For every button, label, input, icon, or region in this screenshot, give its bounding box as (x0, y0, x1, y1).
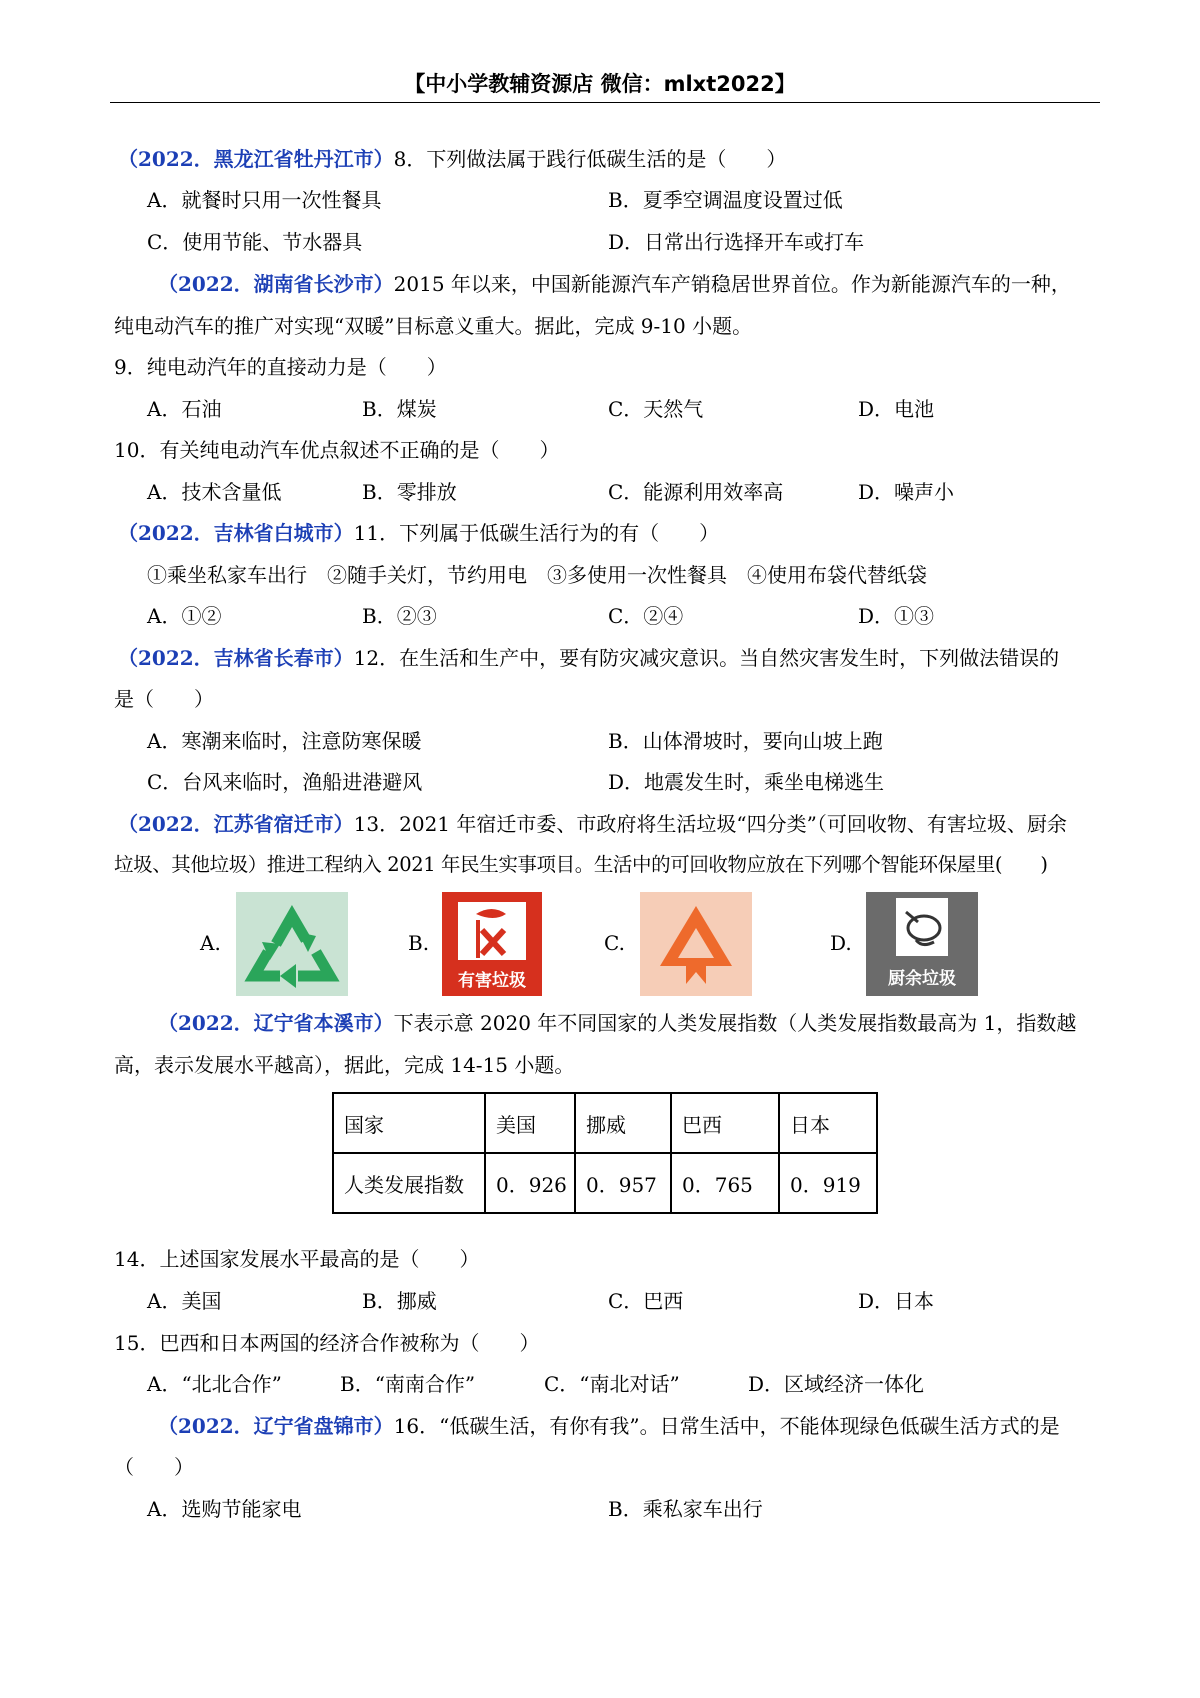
q8-option-b: B．夏季空调温度设置过低 (608, 188, 843, 212)
table-cell: 0．926 (485, 1153, 575, 1213)
q16-stem-cont: （ ） (114, 1455, 194, 1479)
p1415-source: （2022．辽宁省本溪市） (158, 1011, 394, 1035)
q16-source: （2022．辽宁省盘锦市） (158, 1414, 394, 1438)
q10-option-a: A．技术含量低 (147, 480, 282, 504)
q10-option-d: D．噪声小 (858, 480, 955, 504)
q15-option-b: B．“南南合作” (340, 1372, 476, 1396)
hdi-table (332, 1092, 878, 1214)
q11-option-c: C．②④ (608, 604, 684, 628)
q13-stem: 13．2021 年宿迁市委、市政府将生活垃圾“四分类”（可回收物、有害垃圾、厨余 (353, 812, 1067, 836)
q9-option-c: C．天然气 (608, 397, 704, 421)
hazardous-waste-caption: 有害垃圾 (458, 971, 526, 991)
q9-stem: 9．纯电动汽年的直接动力是（ ） (114, 355, 447, 379)
q11-option-d: D．①③ (858, 604, 935, 628)
recycle-icon (236, 892, 348, 996)
q14-option-a: A．美国 (147, 1289, 222, 1313)
q10-option-c: C．能源利用效率高 (608, 480, 784, 504)
q12-source: （2022．吉林省长春市） (118, 646, 354, 670)
q11-option-b: B．②③ (362, 604, 437, 628)
header-divider (110, 102, 1100, 103)
q13-stem-cont: 垃圾、其他垃圾）推进工程纳入 2021 年民生实事项目。生活中的可回收物应放在下列哪个智能环保屋里( ) (114, 853, 1048, 876)
table-header-cell: 美国 (485, 1093, 575, 1153)
passage-14-15-line1 (158, 1009, 1076, 1037)
q13-option-d-label: D. (830, 931, 852, 955)
q11-source: （2022．吉林省白城市） (118, 521, 354, 545)
q16-option-b: B．乘私家车出行 (608, 1497, 763, 1521)
table-cell: 0．919 (779, 1153, 877, 1213)
question-16-line (158, 1412, 1060, 1440)
q15-option-a: A．“北北合作” (147, 1372, 282, 1396)
q8-option-a: A．就餐时只用一次性餐具 (147, 188, 382, 212)
table-cell: 0．957 (575, 1153, 671, 1213)
question-8-line (118, 145, 786, 173)
q12-option-d: D．地震发生时，乘坐电梯逃生 (608, 770, 885, 794)
q12-stem-cont: 是（ ） (114, 687, 214, 711)
q9-option-d: D．电池 (858, 397, 935, 421)
q13-option-c-label: C. (604, 931, 625, 955)
q10-option-b: B．零排放 (362, 480, 457, 504)
q16-option-a: A．选购节能家电 (147, 1497, 302, 1521)
q15-option-c: C．“南北对话” (544, 1372, 680, 1396)
table-header-cell: 巴西 (671, 1093, 779, 1153)
q14-option-c: C．巴西 (608, 1289, 684, 1313)
question-12-line (118, 644, 1059, 672)
table-cell: 0．765 (671, 1153, 779, 1213)
q14-stem: 14．上述国家发展水平最高的是（ ） (114, 1247, 480, 1271)
table-header-cell: 日本 (779, 1093, 877, 1153)
p1415-text1: 下表示意 2020 年不同国家的人类发展指数（人类发展指数最高为 1，指数越 (393, 1011, 1077, 1035)
q11-stem: 11．下列属于低碳生活行为的有（ ） (353, 521, 720, 545)
question-11-line (118, 519, 719, 547)
hazardous-waste-icon (442, 892, 542, 996)
table-header-cell: 国家 (333, 1093, 485, 1153)
q14-option-b: B．挪威 (362, 1289, 437, 1313)
q8-stem: 8．下列做法属于践行低碳生活的是（ ） (393, 147, 787, 171)
q8-source: （2022．黑龙江省牡丹江市） (118, 147, 394, 171)
kitchen-waste-icon (866, 892, 978, 996)
q12-option-a: A．寒潮来临时，注意防寒保暖 (147, 729, 422, 753)
page-header: 【中小学教辅资源店 微信：mlxt2022】 (404, 72, 796, 96)
passage-9-10-line1 (158, 270, 1071, 298)
q12-option-b: B．山体滑坡时，要向山坡上跑 (608, 729, 883, 753)
p910-source: （2022．湖南省长沙市） (158, 272, 394, 296)
q14-option-d: D．日本 (858, 1289, 935, 1313)
table-row (333, 1153, 877, 1213)
q9-option-b: B．煤炭 (362, 397, 437, 421)
table-cell: 人类发展指数 (333, 1153, 485, 1213)
q9-option-a: A．石油 (147, 397, 222, 421)
q13-option-b-label: B. (408, 931, 430, 955)
q12-option-c: C．台风来临时，渔船进港避风 (147, 770, 423, 794)
q8-option-c: C．使用节能、节水器具 (147, 230, 363, 254)
q11-items: ①乘坐私家车出行 ②随手关灯，节约用电 ③多使用一次性餐具 ④使用布袋代替纸袋 (147, 563, 927, 587)
table-row (333, 1093, 877, 1153)
q11-option-a: A．①② (147, 604, 222, 628)
q13-source: （2022．江苏省宿迁市） (118, 812, 354, 836)
other-waste-arrow-icon (640, 892, 752, 996)
q15-option-d: D．区域经济一体化 (748, 1372, 925, 1396)
q10-stem: 10．有关纯电动汽车优点叙述不正确的是（ ） (114, 438, 560, 462)
kitchen-waste-caption: 厨余垃圾 (888, 969, 956, 989)
q15-stem: 15．巴西和日本两国的经济合作被称为（ ） (114, 1331, 540, 1355)
q12-stem: 12．在生活和生产中，要有防灾减灾意识。当自然灾害发生时，下列做法错误的 (353, 646, 1060, 670)
passage-14-15-line2: 高，表示发展水平越高），据此，完成 14-15 小题。 (114, 1053, 575, 1077)
passage-9-10-line2: 纯电动汽车的推广对实现“双暖”目标意义重大。据此，完成 9-10 小题。 (114, 314, 753, 338)
q8-option-d: D．日常出行选择开车或打车 (608, 230, 865, 254)
question-13-line (118, 810, 1067, 838)
q16-stem: 16．“低碳生活，有你有我”。日常生活中，不能体现绿色低碳生活方式的是 (393, 1414, 1060, 1438)
q13-option-a-label: A. (200, 931, 221, 955)
p910-text1: 2015 年以来，中国新能源汽车产销稳居世界首位。作为新能源汽车的一种， (393, 272, 1071, 296)
table-header-cell: 挪威 (575, 1093, 671, 1153)
